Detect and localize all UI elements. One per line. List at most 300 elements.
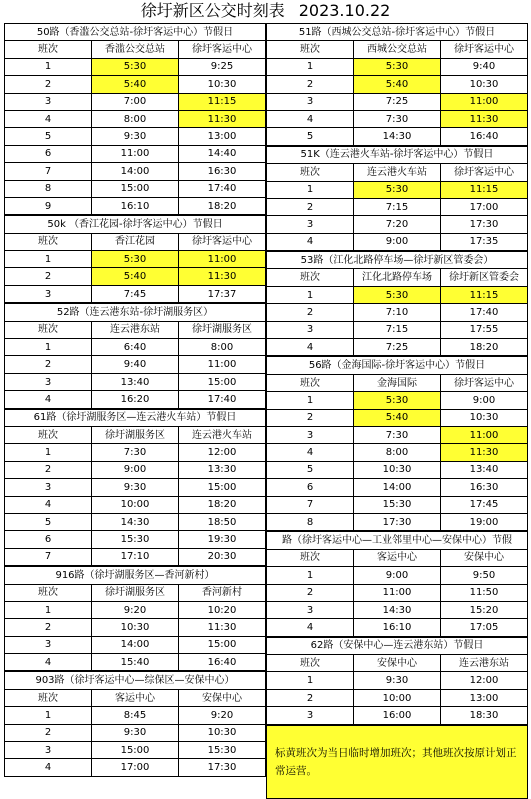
right-column [266,23,528,799]
column-header: 班次 [5,584,92,601]
trip-number-cell: 2 [5,268,92,285]
departure-time-cell: 7:45 [92,285,179,302]
trip-number-cell: 9 [5,197,92,214]
table-row [267,233,528,250]
departure-time-cell: 10:00 [92,496,179,513]
column-header: 班次 [267,374,354,391]
departure-time-cell: 17:45 [441,496,528,513]
column-header: 西城公交总站 [354,41,441,58]
trip-number-cell: 1 [5,339,92,356]
table-row [5,76,266,93]
route-title: 52路（连云港东站-徐圩湖服务区） [5,304,266,321]
departure-time-cell: 18:50 [179,513,266,530]
column-header: 班次 [267,549,354,566]
departure-time-cell: 7:30 [354,110,441,127]
departure-time-cell: 5:40 [354,76,441,93]
header-row [267,374,528,391]
table-row [267,93,528,110]
trip-number-cell: 6 [5,531,92,548]
departure-time-cell: 5:30 [354,58,441,75]
table-row [5,251,266,268]
table-row [267,286,528,303]
departure-time-cell: 17:55 [441,321,528,338]
departure-time-cell: 13:30 [179,461,266,478]
column-header: 金海国际 [354,374,441,391]
departure-time-cell: 16:10 [92,197,179,214]
title-text: 徐圩新区公交时刻表 [140,1,285,20]
departure-time-cell: 19:00 [441,513,528,530]
departure-time-cell: 10:00 [354,689,441,706]
departure-time-cell: 17:00 [92,759,179,776]
departure-time-cell: 15:30 [179,742,266,759]
trip-number-cell: 3 [267,601,354,618]
route-table [266,23,528,146]
column-header: 连云港火车站 [354,164,441,181]
route-table [266,637,528,725]
trip-number-cell: 1 [267,286,354,303]
table-row [5,373,266,390]
departure-time-cell: 11:15 [179,93,266,110]
column-header: 连云港东站 [441,655,528,672]
route-table [266,531,528,636]
trip-number-cell: 2 [5,619,92,636]
departure-time-cell: 7:15 [354,198,441,215]
departure-time-cell: 15:00 [179,479,266,496]
departure-time-cell: 7:10 [354,304,441,321]
column-header: 徐圩客运中心 [441,164,528,181]
table-row [267,304,528,321]
table-row [267,58,528,75]
trip-number-cell: 2 [5,76,92,93]
departure-time-cell: 5:30 [92,58,179,75]
departure-time-cell: 9:25 [179,58,266,75]
table-row [267,689,528,706]
departure-time-cell: 11:00 [441,426,528,443]
departure-time-cell: 17:40 [179,391,266,408]
table-row [267,513,528,530]
table-row [267,321,528,338]
table-row [5,339,266,356]
trip-number-cell: 4 [267,110,354,127]
departure-time-cell: 15:00 [92,742,179,759]
trip-number-cell: 4 [267,444,354,461]
departure-time-cell: 5:40 [92,268,179,285]
departure-time-cell: 17:05 [441,619,528,636]
table-row [5,707,266,724]
trip-number-cell: 3 [5,285,92,302]
table-row [5,479,266,496]
trip-number-cell: 3 [5,373,92,390]
departure-time-cell: 5:30 [354,181,441,198]
trip-number-cell: 2 [267,409,354,426]
table-row [267,479,528,496]
header-row [267,655,528,672]
trip-number-cell: 2 [267,689,354,706]
departure-time-cell: 10:30 [354,461,441,478]
table-row [5,58,266,75]
trip-number-cell: 7 [5,163,92,180]
column-header: 班次 [5,321,92,338]
table-row [267,76,528,93]
header-row [5,41,266,58]
trip-number-cell: 3 [5,93,92,110]
column-header: 安保中心 [441,549,528,566]
departure-time-cell: 9:00 [354,567,441,584]
route-title: 62路（安保中心—连云港东站）节假日 [267,637,528,654]
departure-time-cell: 11:00 [179,356,266,373]
trip-number-cell: 3 [267,321,354,338]
trip-number-cell: 1 [5,251,92,268]
header-row [5,689,266,706]
header-row [5,584,266,601]
departure-time-cell: 13:00 [179,128,266,145]
departure-time-cell: 14:30 [92,513,179,530]
column-header: 班次 [5,233,92,250]
table-row [5,391,266,408]
page-title [0,0,531,22]
left-column [4,23,266,777]
departure-time-cell: 8:00 [179,339,266,356]
trip-number-cell: 1 [5,444,92,461]
table-row [267,584,528,601]
departure-time-cell: 11:00 [354,584,441,601]
trip-number-cell: 2 [5,461,92,478]
departure-time-cell: 9:30 [92,479,179,496]
trip-number-cell: 3 [267,93,354,110]
departure-time-cell: 14:40 [179,145,266,162]
departure-time-cell: 16:00 [354,707,441,724]
departure-time-cell: 13:00 [441,689,528,706]
table-row [267,707,528,724]
column-header: 班次 [267,655,354,672]
table-row [267,426,528,443]
departure-time-cell: 17:40 [441,304,528,321]
departure-time-cell: 19:30 [179,531,266,548]
departure-time-cell: 10:30 [179,724,266,741]
route-title: 51K（连云港火车站-徐圩客运中心）节假日 [267,146,528,163]
table-row [5,285,266,302]
departure-time-cell: 17:10 [92,548,179,565]
trip-number-cell: 2 [267,198,354,215]
departure-time-cell: 14:30 [354,601,441,618]
departure-time-cell: 17:37 [179,285,266,302]
departure-time-cell: 10:30 [441,409,528,426]
column-header: 徐圩湖服务区 [92,426,179,443]
route-title: 51路（西城公交总站-徐圩客运中心）节假日 [267,24,528,41]
trip-number-cell: 2 [267,304,354,321]
trip-number-cell: 2 [5,724,92,741]
trip-number-cell: 5 [267,128,354,145]
departure-time-cell: 15:00 [179,636,266,653]
trip-number-cell: 7 [5,548,92,565]
header-row [5,321,266,338]
departure-time-cell: 7:20 [354,216,441,233]
departure-time-cell: 7:25 [354,339,441,356]
departure-time-cell: 5:40 [92,76,179,93]
departure-time-cell: 16:40 [179,654,266,671]
departure-time-cell: 11:00 [92,145,179,162]
column-header: 香河新村 [179,584,266,601]
departure-time-cell: 11:15 [441,286,528,303]
column-header: 班次 [5,426,92,443]
column-header: 徐圩客运中心 [441,374,528,391]
departure-time-cell: 9:20 [179,707,266,724]
departure-time-cell: 9:00 [92,461,179,478]
header-row [267,41,528,58]
departure-time-cell: 17:30 [354,513,441,530]
departure-time-cell: 17:00 [441,198,528,215]
table-row [267,601,528,618]
departure-time-cell: 8:00 [354,444,441,461]
column-header: 香江花园 [92,233,179,250]
departure-time-cell: 11:30 [441,110,528,127]
departure-time-cell: 15:00 [179,373,266,390]
column-header: 客运中心 [354,549,441,566]
column-header: 徐圩客运中心 [179,41,266,58]
departure-time-cell: 17:35 [441,233,528,250]
table-row [5,145,266,162]
departure-time-cell: 5:30 [354,286,441,303]
departure-time-cell: 13:40 [92,373,179,390]
column-header: 班次 [5,41,92,58]
trip-number-cell: 1 [5,58,92,75]
departure-time-cell: 16:40 [441,128,528,145]
column-header: 班次 [267,41,354,58]
table-row [5,548,266,565]
column-header: 香滥公交总站 [92,41,179,58]
departure-time-cell: 9:40 [441,58,528,75]
departure-time-cell: 13:40 [441,461,528,478]
departure-time-cell: 11:30 [441,444,528,461]
departure-time-cell: 14:00 [92,163,179,180]
departure-time-cell: 17:30 [441,216,528,233]
departure-time-cell: 16:30 [179,163,266,180]
trip-number-cell: 5 [5,128,92,145]
trip-number-cell: 4 [267,619,354,636]
table-row [5,93,266,110]
route-title: 61路（徐圩湖服务区—连云港火车站）节假日 [5,409,266,426]
table-row [267,567,528,584]
departure-time-cell: 9:30 [92,128,179,145]
route-title: 56路（金海国际-徐圩客运中心）节假日 [267,357,528,374]
table-row [5,496,266,513]
table-row [5,180,266,197]
departure-time-cell: 16:30 [441,479,528,496]
trip-number-cell: 1 [5,707,92,724]
trip-number-cell: 7 [267,496,354,513]
departure-time-cell: 11:00 [441,93,528,110]
departure-time-cell: 10:30 [179,76,266,93]
table-row [5,513,266,530]
table-row [267,181,528,198]
departure-time-cell: 10:20 [179,601,266,618]
trip-number-cell: 3 [5,479,92,496]
table-row [5,356,266,373]
route-table [266,356,528,531]
column-header: 班次 [267,164,354,181]
column-header: 连云港火车站 [179,426,266,443]
table-row [267,339,528,356]
departure-time-cell: 17:40 [179,180,266,197]
header-row [5,426,266,443]
trip-number-cell: 6 [5,145,92,162]
departure-time-cell: 7:25 [354,93,441,110]
trip-number-cell: 4 [5,391,92,408]
departure-time-cell: 7:00 [92,93,179,110]
route-title: 53路（江化北路停车场—徐圩新区管委会） [267,252,528,269]
departure-time-cell: 14:00 [92,636,179,653]
trip-number-cell: 1 [267,58,354,75]
column-header: 徐圩客运中心 [179,233,266,250]
trip-number-cell: 3 [5,742,92,759]
route-table [266,251,528,356]
route-title: 50路（香滥公交总站-徐圩客运中心）节假日 [5,24,266,41]
departure-time-cell: 15:30 [92,531,179,548]
departure-time-cell: 11:30 [179,619,266,636]
column-header: 安保中心 [354,655,441,672]
table-row [267,110,528,127]
trip-number-cell: 5 [5,513,92,530]
column-header: 连云港东站 [92,321,179,338]
trip-number-cell: 1 [267,567,354,584]
table-row [5,759,266,776]
table-row [5,601,266,618]
route-table [266,146,528,251]
departure-time-cell: 17:30 [179,759,266,776]
departure-time-cell: 8:00 [92,110,179,127]
departure-time-cell: 6:40 [92,339,179,356]
column-header: 客运中心 [92,689,179,706]
departure-time-cell: 9:40 [92,356,179,373]
departure-time-cell: 11:00 [179,251,266,268]
trip-number-cell: 1 [5,601,92,618]
table-row [267,619,528,636]
departure-time-cell: 5:30 [354,392,441,409]
route-title: 916路（徐圩湖服务区—香河新村） [5,567,266,584]
table-row [5,461,266,478]
departure-time-cell: 9:00 [354,233,441,250]
route-title: 903路（徐圩客运中心—综保区—安保中心） [5,672,266,689]
departure-time-cell: 18:20 [179,197,266,214]
departure-time-cell: 11:30 [179,110,266,127]
column-header: 安保中心 [179,689,266,706]
departure-time-cell: 14:30 [354,128,441,145]
trip-number-cell: 8 [5,180,92,197]
trip-number-cell: 3 [5,636,92,653]
table-row [267,461,528,478]
legend-note-text: 标黄班次为当日临时增加班次；其他班次按原计划正常运营。 [267,725,528,798]
departure-time-cell: 16:10 [354,619,441,636]
column-header: 江化北路停车场 [354,269,441,286]
departure-time-cell: 9:20 [92,601,179,618]
trip-number-cell: 2 [267,584,354,601]
legend-note [266,725,528,799]
table-row [5,619,266,636]
trip-number-cell: 3 [267,707,354,724]
table-row [267,409,528,426]
route-title: 50k （香江花园-徐圩客运中心）节假日 [5,216,266,233]
table-row [5,724,266,741]
trip-number-cell: 1 [267,392,354,409]
table-row [267,128,528,145]
trip-number-cell: 4 [267,233,354,250]
trip-number-cell: 4 [5,110,92,127]
trip-number-cell: 3 [267,216,354,233]
departure-time-cell: 18:20 [441,339,528,356]
trip-number-cell: 1 [267,672,354,689]
table-row [267,496,528,513]
header-row [267,269,528,286]
table-row [5,128,266,145]
table-row [267,444,528,461]
departure-time-cell: 9:00 [441,392,528,409]
trip-number-cell: 2 [5,356,92,373]
trip-number-cell: 5 [267,461,354,478]
departure-time-cell: 11:50 [441,584,528,601]
column-header: 班次 [5,689,92,706]
departure-time-cell: 12:00 [441,672,528,689]
trip-number-cell: 6 [267,479,354,496]
departure-time-cell: 9:30 [354,672,441,689]
trip-number-cell: 1 [267,181,354,198]
departure-time-cell: 5:30 [92,251,179,268]
table-row [5,444,266,461]
route-table [4,409,266,567]
trip-number-cell: 3 [267,426,354,443]
header-row [267,164,528,181]
column-header: 徐圩湖服务区 [92,584,179,601]
column-header: 徐圩新区管委会 [441,269,528,286]
departure-time-cell: 8:45 [92,707,179,724]
departure-time-cell: 15:00 [92,180,179,197]
departure-time-cell: 16:20 [92,391,179,408]
departure-time-cell: 10:30 [441,76,528,93]
departure-time-cell: 12:00 [179,444,266,461]
trip-number-cell: 8 [267,513,354,530]
departure-time-cell: 7:30 [92,444,179,461]
departure-time-cell: 14:00 [354,479,441,496]
table-row [5,531,266,548]
trip-number-cell: 4 [5,759,92,776]
route-title: 路（徐圩客运中心—工业邻里中心—安保中心）节假 [267,532,528,549]
departure-time-cell: 15:30 [354,496,441,513]
column-header: 徐圩湖服务区 [179,321,266,338]
route-table [4,671,266,776]
departure-time-cell: 10:30 [92,619,179,636]
table-row [5,268,266,285]
departure-time-cell: 15:40 [92,654,179,671]
departure-time-cell: 15:20 [441,601,528,618]
title-date: 2023.10.22 [298,1,391,20]
departure-time-cell: 11:15 [441,181,528,198]
route-table [4,215,266,303]
table-row [5,110,266,127]
departure-time-cell: 7:30 [354,426,441,443]
departure-time-cell: 18:20 [179,496,266,513]
column-header: 徐圩客运中心 [441,41,528,58]
departure-time-cell: 18:30 [441,707,528,724]
header-row [267,549,528,566]
table-row [267,672,528,689]
departure-time-cell: 5:40 [354,409,441,426]
column-header: 班次 [267,269,354,286]
departure-time-cell: 20:30 [179,548,266,565]
trip-number-cell: 2 [267,76,354,93]
trip-number-cell: 4 [5,496,92,513]
table-row [5,636,266,653]
table-row [5,163,266,180]
route-table [4,566,266,671]
